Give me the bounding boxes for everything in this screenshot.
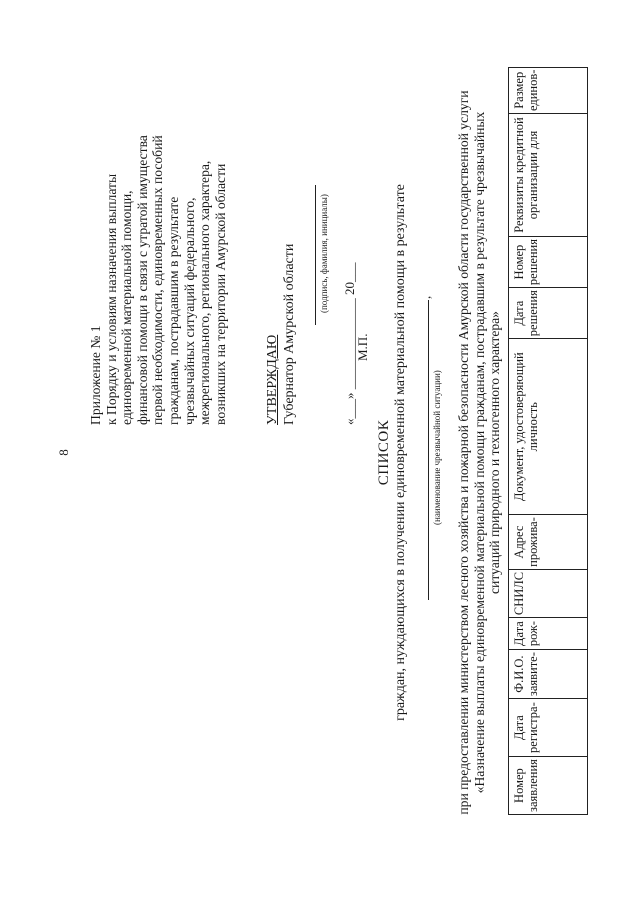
approval-official: Губернатор Амурской области [282, 243, 297, 425]
service-description-line: при предоставлении министерством лесного хозяйства и пожарной безопасности Амурской области государственной услуги [456, 90, 471, 815]
table-header-cell: Номер заявления [509, 757, 588, 815]
signature-caption: (подпись, фамилия, инициалы) [319, 194, 329, 313]
table-header-cell: Дата регистра- [509, 699, 588, 757]
service-description-line: «Назначение выплаты единовременной материальной помощи гражданам, пострадавшим в результате чрезвычайных [471, 111, 487, 794]
table-header-cell: Реквизиты кредитной организации для [509, 114, 588, 237]
appendix-block [88, 135, 228, 425]
table-header-cell: СНИЛС [509, 569, 588, 617]
service-description [456, 0, 503, 905]
table-header-cell: Документ, удостоверяющий личность [509, 339, 588, 515]
appendix-line: возникших на территории Амурской области [212, 163, 228, 425]
approval-title: УТВЕРЖДАЮ [265, 334, 280, 425]
service-description-line: ситуаций природного и техногенного характера» [487, 311, 502, 594]
appendix-line: первой необходимости, единовременных пособий [150, 135, 166, 425]
approval-date-line: «___» ______________ 20___ [342, 262, 357, 425]
document-subtitle: граждан, нуждающихся в получении единовременной материальной помощи в результате [393, 184, 408, 721]
recipients-table [508, 67, 588, 815]
appendix-line: межрегионального, регионального характера, [197, 160, 213, 425]
page-number: 8 [56, 449, 71, 456]
emergency-caption: (наименование чрезвычайной ситуации) [432, 370, 442, 525]
table-header-cell: Номер решения [509, 237, 588, 288]
appendix-line: к Порядку и условиям назначения выплаты [103, 173, 119, 425]
stamp-placeholder: М.П. [355, 333, 370, 361]
table-header-cell: Ф.И.О. заявите- [509, 650, 588, 699]
table-header-cell: Размер единов- [509, 67, 588, 113]
appendix-line: чрезвычайных ситуаций федерального, [181, 197, 197, 425]
emergency-line-comma: , [418, 295, 433, 299]
table-header-cell: Дата рож- [509, 618, 588, 650]
appendix-line: финансовой помощи в связи с утратой имущества [134, 135, 150, 425]
signature-line [315, 185, 316, 325]
appendix-line: Приложение № 1 [88, 325, 103, 425]
table-header-row [509, 67, 588, 814]
document-title: СПИСОК [376, 419, 392, 486]
appendix-line: единовременной материальной помощи, [119, 190, 135, 425]
appendix-line: гражданам, пострадавшим в результате [165, 196, 181, 425]
emergency-name-line [428, 300, 429, 600]
table-header-cell: Адрес прожива- [509, 515, 588, 570]
table-header-cell: Дата решения [509, 288, 588, 339]
